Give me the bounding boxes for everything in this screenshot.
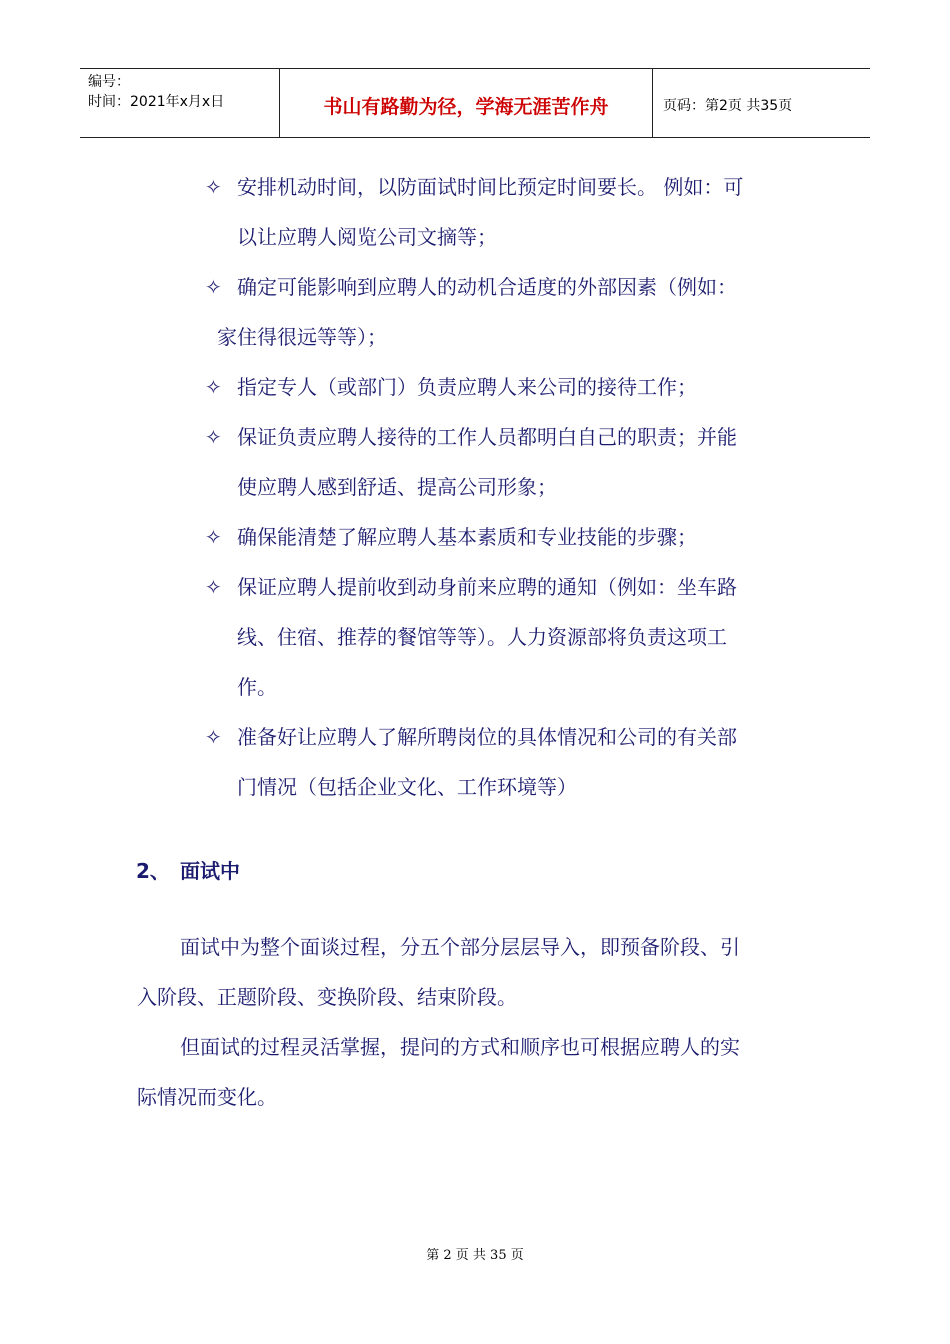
bullet-item-line: 保证负责应聘人接待的工作人员都明白自己的职责；并能 xyxy=(237,425,737,449)
header-page-info: 页码：第2页 共35页 xyxy=(663,98,793,114)
bullet-icon: ✧ xyxy=(205,275,222,299)
bullet-icon: ✧ xyxy=(205,425,222,449)
section-number: 2、 xyxy=(136,859,170,883)
bullet-icon: ✧ xyxy=(205,575,222,599)
document-number-label: 编号： xyxy=(88,74,130,90)
bullet-item-line: 使应聘人感到舒适、提高公司形象； xyxy=(237,475,557,499)
bullet-icon: ✧ xyxy=(205,725,222,749)
paragraph-line: 入阶段、正题阶段、变换阶段、结束阶段。 xyxy=(137,985,517,1009)
header-meta xyxy=(80,69,280,137)
section-title: 面试中 xyxy=(180,859,240,883)
bullet-item-line: 门情况（包括企业文化、工作环境等） xyxy=(237,775,577,799)
bullet-icon: ✧ xyxy=(205,525,222,549)
bullet-item-line: 指定专人（或部门）负责应聘人来公司的接待工作； xyxy=(237,375,697,399)
paragraph-line: 际情况而变化。 xyxy=(137,1085,277,1109)
bullet-item-line: 家住得很远等等）； xyxy=(217,325,387,349)
bullet-item-line: 确定可能影响到应聘人的动机合适度的外部因素（例如： xyxy=(237,275,737,299)
bullet-item-line: 线、住宿、推荐的餐馆等等）。人力资源部将负责这项工 xyxy=(237,625,727,649)
bullet-item-line: 准备好让应聘人了解所聘岗位的具体情况和公司的有关部 xyxy=(237,725,737,749)
header-motto: 书山有路勤为径，学海无涯苦作舟 xyxy=(280,69,653,137)
bullet-item-line: 安排机动时间，以防面试时间比预定时间要长。 例如：可 xyxy=(237,175,744,199)
paragraph-line: 面试中为整个面谈过程，分五个部分层层导入，即预备阶段、引 xyxy=(180,935,740,959)
page-footer: 第 2 页 共 35 页 xyxy=(426,1248,524,1263)
paragraph-line: 但面试的过程灵活掌握，提问的方式和顺序也可根据应聘人的实 xyxy=(180,1035,740,1059)
bullet-icon: ✧ xyxy=(205,175,222,199)
bullet-icon: ✧ xyxy=(205,375,222,399)
page-header xyxy=(80,68,870,138)
bullet-item-line: 保证应聘人提前收到动身前来应聘的通知（例如：坐车路 xyxy=(237,575,737,599)
bullet-item-line: 确保能清楚了解应聘人基本素质和专业技能的步骤； xyxy=(237,525,697,549)
document-date: 时间：2021年x月x日 xyxy=(88,94,225,110)
bullet-item-line: 以让应聘人阅览公司文摘等； xyxy=(237,225,497,249)
bullet-item-line: 作。 xyxy=(237,675,277,699)
